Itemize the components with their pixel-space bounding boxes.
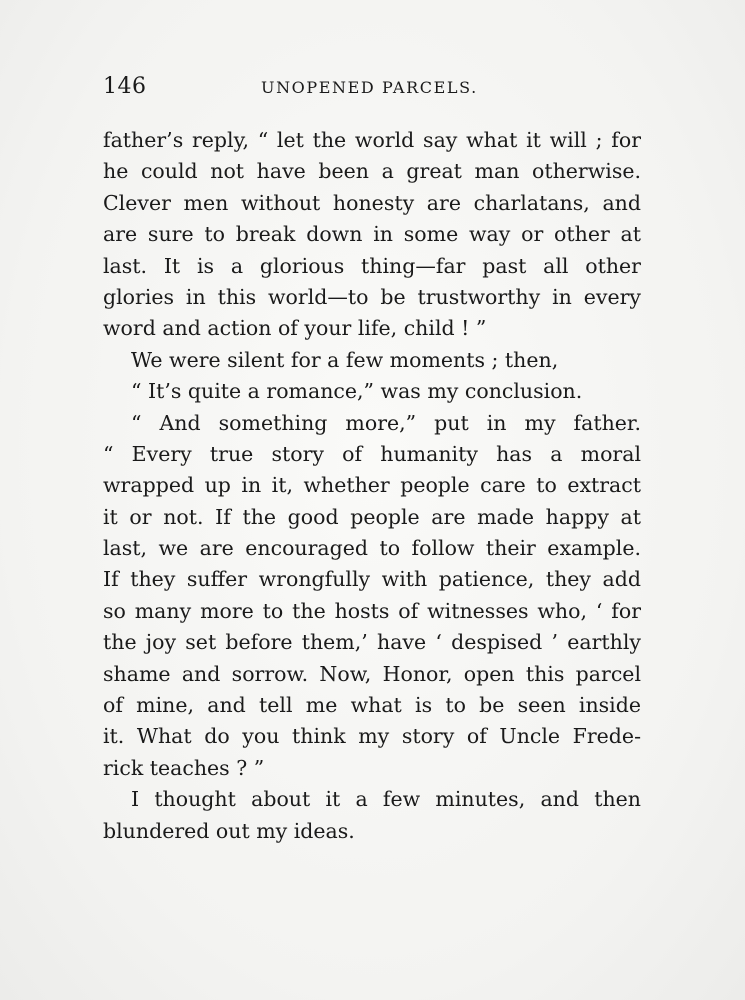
- text-line: I thought about it a few minutes, and then: [131, 787, 641, 812]
- text-line: the joy set before them,’ have ‘ despised ’ earthly: [103, 630, 641, 655]
- text-line: “ And something more,” put in my father.: [131, 410, 641, 435]
- text-line: blundered out my ideas.: [103, 818, 355, 843]
- running-title: UNOPENED PARCELS.: [261, 78, 478, 97]
- text-line: last. It is a glorious thing—far past all other: [103, 253, 641, 278]
- text-line: shame and sorrow. Now, Honor, open this parcel: [103, 661, 641, 686]
- body-text: [103, 125, 641, 847]
- page-header: [103, 74, 643, 104]
- text-line: are sure to break down in some way or other at: [103, 222, 641, 247]
- text-line: he could not have been a great man otherwise.: [103, 159, 641, 184]
- text-line: wrapped up in it, whether people care to extract: [103, 473, 641, 498]
- page-number: 146: [103, 74, 147, 99]
- text-line: rick teaches ? ”: [103, 755, 265, 780]
- text-line: it or not. If the good people are made happy at: [103, 504, 641, 529]
- text-line: last, we are encouraged to follow their example.: [103, 536, 641, 561]
- text-line: father’s reply, “ let the world say what it will ; for: [103, 128, 641, 152]
- text-line: so many more to the hosts of witnesses who, ‘ for: [103, 598, 641, 623]
- text-line: Clever men without honesty are charlatans, and: [103, 190, 641, 215]
- text-line: If they suffer wrongfully with patience, they add: [103, 567, 641, 592]
- text-line: “ It’s quite a romance,” was my conclusion.: [131, 379, 583, 404]
- text-line: glories in this world—to be trustworthy in every: [103, 284, 641, 309]
- text-line: We were silent for a few moments ; then,: [131, 347, 559, 372]
- text-line: it. What do you think my story of Uncle Frede-: [103, 724, 641, 749]
- text-line: word and action of your life, child ! ”: [103, 316, 487, 341]
- text-line: of mine, and tell me what is to be seen inside: [103, 693, 641, 718]
- text-line: “ Every true story of humanity has a moral: [103, 441, 641, 466]
